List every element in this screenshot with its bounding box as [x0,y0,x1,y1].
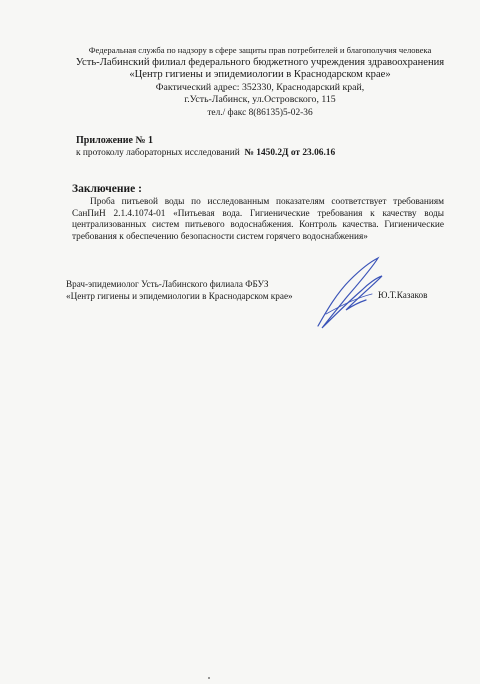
agency-name: Федеральная служба по надзору в сфере защиты прав потребителей и благополучия человека [88,45,432,55]
signer-block [66,278,293,303]
center-name: «Центр гигиены и эпидемиологии в Краснодарском крае» [129,69,391,80]
signer-name: Ю.Т.Казаков [378,290,428,300]
conclusion-text: Проба питьевой воды по исследованным показателям соответствует требованиям СанПиН 2.1.4.1074-01 «Питьевая вода. Гигиенические требования к качеству воды централизованных систем питьевого водоснабжения. Контроль качества. Гигиенические требования к обеспечению безопасности систем горячего водоснабжения» [72,197,444,242]
appendix-block [76,134,335,159]
scan-speck [208,677,210,679]
conclusion-title: Заключение : [72,183,142,195]
branch-name: Усть-Лабинский филиал федерального бюджетного учреждения здравоохранения [75,56,445,68]
address-line-2: г.Усть-Лабинск, ул.Островского, 115 [184,94,336,105]
protocol-prefix: к протоколу лабораторных исследований [76,148,240,158]
appendix-title: Приложение № 1 [76,135,154,146]
signer-position: Врач-эпидемиолог Усть-Лабинского филиала ФБУЗ [66,279,269,289]
address-line-1: Фактический адрес: 352330, Краснодарский край, [155,81,365,93]
phone-fax: тел./ факс 8(86135)5-02-36 [207,107,313,118]
signer-organization: «Центр гигиены и эпидемиологии в Краснодарском крае» [66,291,293,302]
protocol-number: № 1450.2Д от 23.06.16 [244,148,336,158]
protocol-reference [76,147,335,159]
conclusion-block [72,182,444,243]
letterhead [60,44,460,119]
